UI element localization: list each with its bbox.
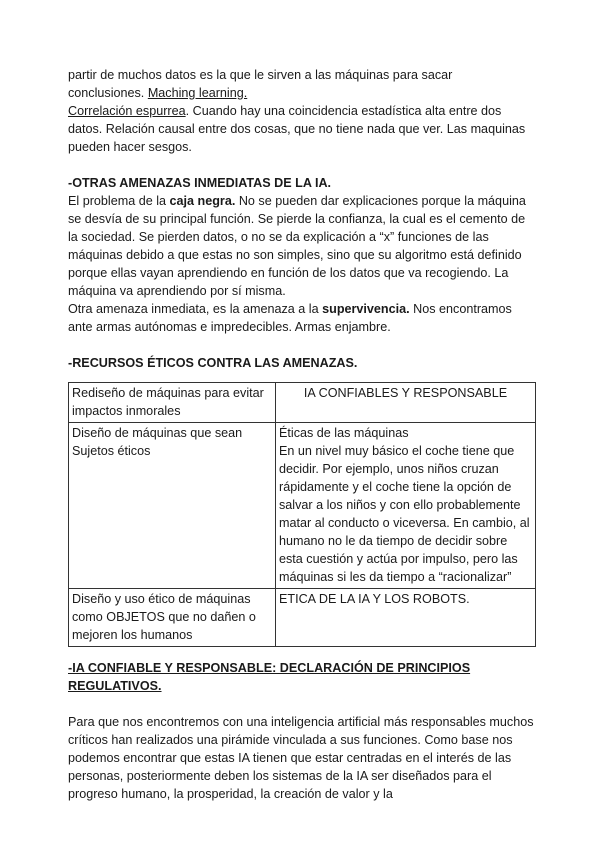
intro-paragraph (68, 66, 538, 156)
survival-paragraph (68, 300, 538, 336)
black-box-pre: El problema de la (68, 194, 170, 208)
machine-ethics-body: En un nivel muy básico el coche tiene que decidir. Por ejemplo, unos niños cruzan rápidamente y el coche tiene la opción de salvar a los niños y con ello probablemente matar al conducto o viceversa. En cambio, al humano no le da tiempo de decidir sobre esta cuestión y actúa por impulso, pero las máquinas si les da tiempo a “racionalizar” (279, 444, 530, 584)
black-box-paragraph (68, 192, 538, 300)
document-page (68, 66, 538, 803)
machine-learning-term: Maching learning. (147, 86, 248, 100)
survival-text: Nos encontramos ante armas autónomas e impredecibles. Armas enjambre. (68, 302, 512, 334)
table-row (69, 423, 536, 589)
correlation-text: . Cuando hay una coincidencia estadística alta entre dos datos. Relación causal entre dos cosas, que no tiene nada que ver. Las maquinas pueden hacer sesgos. (68, 104, 526, 154)
machine-ethics-title: Éticas de las máquinas (279, 426, 409, 440)
correlation-term: Correlación espurrea (68, 104, 186, 118)
principles-paragraph: Para que nos encontremos con una inteligencia artificial más responsables muchos críticos han realizados una pirámide vinculada a sus funciones. Como base nos podemos encontrar que estas IA tienen que estar centradas en el interés de las personas, posteriormente deben los sistemas de la IA ser diseñados para el progreso humano, la prosperidad, la creación de valor y la (68, 715, 534, 801)
section-heading-principles: -IA CONFIABLE Y RESPONSABLE: DECLARACIÓN DE PRINCIPIOS REGULATIVOS. (68, 661, 471, 693)
ethics-table (68, 382, 536, 647)
table-cell: Diseño y uso ético de máquinas como OBJETOS que no dañen o mejoren los humanos (69, 589, 276, 647)
survival-pre: Otra amenaza inmediata, es la amenaza a la (68, 302, 323, 316)
black-box-text: No se pueden dar explicaciones porque la máquina se desvía de su principal función. Se pierde la confianza, la cual es el cemento de la sociedad. Se pierden datos, o no se da explicación a “x” funciones de las máquinas debido a que estas no son simples, sino que su algoritmo está definido porque ellas vayan aprendiendo en función de los datos que va recogiendo. La máquina va aprendiendo por sí misma. (68, 194, 526, 298)
section-heading-resources: -RECURSOS ÉTICOS CONTRA LAS AMENAZAS. (68, 356, 358, 370)
table-cell: Diseño de máquinas que sean Sujetos éticos (69, 423, 276, 589)
table-cell: IA CONFIABLES Y RESPONSABLE (276, 383, 536, 423)
table-row (69, 589, 536, 647)
section-heading-threats: -OTRAS AMENAZAS INMEDIATAS DE LA IA. (68, 176, 332, 190)
table-cell (276, 423, 536, 589)
black-box-term: caja negra. (169, 194, 236, 208)
survival-term: supervivencia. (322, 302, 410, 316)
table-row (69, 383, 536, 423)
intro-line2: conclusiones. (68, 86, 148, 100)
intro-line1: partir de muchos datos es la que le sirven a las máquinas para sacar (68, 68, 453, 82)
table-cell: Rediseño de máquinas para evitar impactos inmorales (69, 383, 276, 423)
table-cell: ETICA DE LA IA Y LOS ROBOTS. (276, 589, 536, 647)
